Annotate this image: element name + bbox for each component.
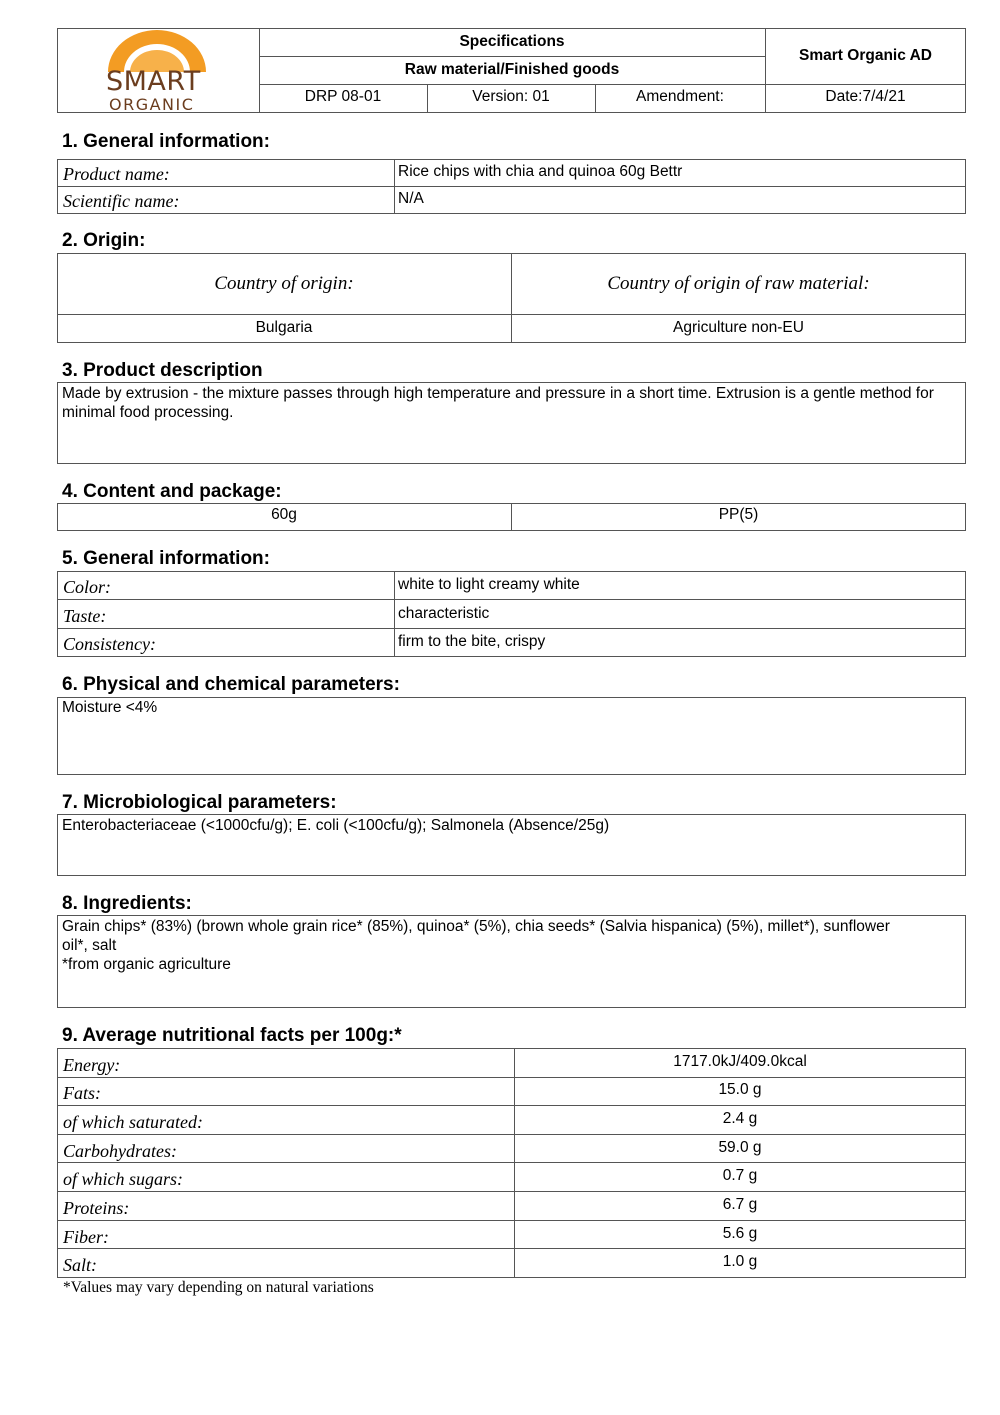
logo-text-top: SMART — [106, 66, 201, 97]
label-raw-material-origin: Country of origin of raw material: — [607, 273, 870, 294]
section-heading: 8. Ingredients: — [62, 893, 192, 914]
section-heading: 9. Average nutritional facts per 100g:* — [62, 1025, 402, 1046]
company-name: Smart Organic AD — [799, 47, 932, 64]
label-country-of-origin: Country of origin: — [214, 273, 354, 294]
label-energy: Energy: — [63, 1055, 121, 1075]
section-heading: 3. Product description — [62, 360, 263, 381]
section-heading: 4. Content and package: — [62, 481, 282, 502]
label-proteins: Proteins: — [63, 1198, 130, 1218]
label-salt: Salt: — [63, 1255, 97, 1275]
spec-subtitle: Raw material/Finished goods — [404, 61, 620, 78]
value-package: PP(5) — [718, 506, 759, 523]
label-fats: Fats: — [63, 1083, 101, 1103]
physchem-text: Moisture <4% — [62, 699, 158, 716]
value-salt: 1.0 g — [722, 1253, 758, 1270]
label-consistency: Consistency: — [63, 634, 156, 654]
divider — [57, 1134, 966, 1135]
divider — [57, 1162, 966, 1163]
value-product-name: Rice chips with chia and quinoa 60g Bettr — [398, 163, 683, 180]
label-sugars: of which sugars: — [63, 1169, 184, 1189]
section-heading: 6. Physical and chemical parameters: — [62, 674, 400, 695]
divider — [57, 1105, 966, 1106]
amendment: Amendment: — [636, 88, 724, 105]
logo — [100, 30, 215, 112]
value-carbohydrates: 59.0 g — [718, 1139, 762, 1156]
divider — [259, 84, 966, 85]
value-proteins: 6.7 g — [722, 1196, 758, 1213]
value-sugars: 0.7 g — [722, 1167, 758, 1184]
label-taste: Taste: — [63, 606, 107, 626]
value-taste: characteristic — [398, 605, 490, 622]
micro-text: Enterobacteriaceae (<1000cfu/g); E. coli (<100cfu/g); Salmonela (Absence/25g) — [62, 817, 610, 834]
value-color: white to light creamy white — [398, 576, 580, 593]
label-carbohydrates: Carbohydrates: — [63, 1141, 177, 1161]
divider — [57, 186, 966, 187]
section-heading: 2. Origin: — [62, 230, 146, 251]
version: Version: 01 — [472, 88, 550, 105]
section-heading: 5. General information: — [62, 548, 270, 569]
product-description: Made by extrusion - the mixture passes through high temperature and pressure in a short time. Extrusion is a gentle method for minimal food processing. — [62, 385, 934, 421]
value-fats: 15.0 g — [718, 1081, 762, 1098]
ingredients-line-1: Grain chips* (83%) (brown whole grain rice* (85%), quinoa* (5%), chia seeds* (Salvia hispanica) (5%), millet*), sunflower — [62, 918, 890, 935]
date: Date:7/4/21 — [825, 88, 906, 105]
physchem-box — [57, 697, 966, 775]
value-scientific-name: N/A — [398, 190, 424, 207]
label-color: Color: — [63, 577, 112, 597]
divider — [394, 571, 395, 657]
ingredients-note: *from organic agriculture — [62, 956, 231, 973]
value-content: 60g — [271, 506, 297, 523]
divider — [57, 1077, 966, 1078]
section-heading: 1. General information: — [62, 131, 270, 152]
value-saturated: 2.4 g — [722, 1110, 758, 1127]
divider — [259, 56, 765, 57]
value-consistency: firm to the bite, crispy — [398, 633, 546, 650]
label-fiber: Fiber: — [63, 1227, 109, 1247]
divider — [57, 1220, 966, 1221]
section-heading: 7. Microbiological parameters: — [62, 792, 337, 813]
logo-text-bottom: ORGANIC — [109, 95, 195, 114]
spec-title: Specifications — [459, 33, 565, 50]
divider — [57, 628, 966, 629]
label-product-name: Product name: — [63, 164, 170, 184]
value-country-of-origin: Bulgaria — [255, 319, 313, 336]
doc-code: DRP 08-01 — [304, 88, 382, 105]
divider — [57, 1248, 966, 1249]
value-raw-material-origin: Agriculture non-EU — [673, 319, 804, 336]
value-fiber: 5.6 g — [722, 1225, 758, 1242]
label-saturated: of which saturated: — [63, 1112, 203, 1132]
divider — [394, 159, 395, 214]
nutrition-footnote: *Values may vary depending on natural variations — [63, 1279, 374, 1296]
label-scientific-name: Scientific name: — [63, 191, 180, 211]
divider — [57, 1191, 966, 1192]
ingredients-line-2: oil*, salt — [62, 937, 117, 954]
value-energy: 1717.0kJ/409.0kcal — [673, 1053, 807, 1070]
divider — [57, 599, 966, 600]
